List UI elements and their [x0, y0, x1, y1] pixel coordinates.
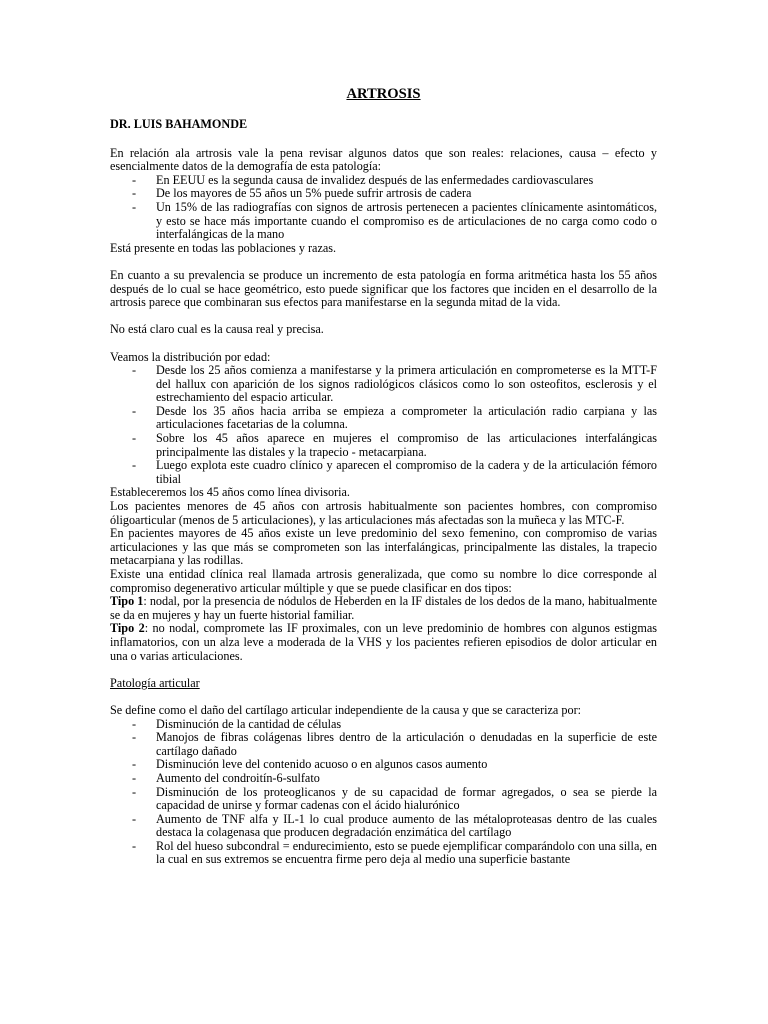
list-item [110, 432, 657, 459]
paragraph-presente: Está presente en todas las poblaciones y razas. [110, 240, 337, 255]
list-item [110, 364, 657, 405]
tipo-1-label: Tipo 1 [110, 594, 144, 609]
intro-list [110, 174, 657, 242]
paragraph-prevalencia: En cuanto a su prevalencia se produce un incremento de esta patología en forma aritmética hasta los 55 años después de lo cual se hace geométrico, esto puede significar que los factores que inciden en el desarrollo de la artrosis parece que combinaran sus efectos para manifestarse en la segunda mitad de la vida. [110, 267, 657, 310]
dash-bullet: - [132, 186, 137, 201]
list-item-text: Desde los 25 años comienza a manifestarse y la primera articulación en comprometerse es la MTT-F del hallux con aparición de los signos radiológicos clásicos como lo son osteofitos, esclerosis y el estrechamiento del espacio articular. [156, 363, 657, 405]
dash-bullet: - [132, 199, 137, 214]
tipo-2-label: Tipo 2 [110, 621, 145, 636]
dash-bullet: - [132, 458, 137, 473]
list-item-text: Disminución de la cantidad de células [156, 716, 342, 731]
dash-bullet: - [132, 431, 137, 446]
paragraph-mayores: En pacientes mayores de 45 años existe un leve predominio del sexo femenino, con compromiso de varias articulaciones y las que más se comprometen son las interfalángicas, principalmente las distales, la trapecio metacarpiana y las rodillas. [110, 526, 657, 568]
age-distribution-list [110, 364, 657, 486]
list-item [110, 758, 657, 772]
list-item [110, 187, 657, 201]
patologia-list [110, 718, 657, 868]
list-item-text: De los mayores de 55 años un 5% puede sufrir artrosis de cadera [156, 186, 472, 201]
list-item-text: En EEUU es la segunda causa de invalidez después de las enfermedades cardiovasculares [156, 172, 594, 187]
list-item [110, 813, 657, 840]
tipo-2-text: : no nodal, compromete las IF proximales, con un leve predominio de hombres con algunos estigmas inflamatorios, con un alza leve a moderada de la VHS y los pacientes refieren episodios de dolor articular en una o varias articulaciones. [110, 621, 658, 663]
list-item [110, 840, 657, 867]
dash-bullet: - [132, 403, 137, 418]
list-item-text: Un 15% de las radiografías con signos de artrosis pertenecen a pacientes clínicamente asintomáticos, y esto se hace más importante cuando el compromiso es de articulaciones de no carga como codo o interfalángicas de la mano [156, 199, 657, 242]
paragraph-define: Se define como el daño del cartílago articular independiente de la causa y que se caracteriza por: [110, 702, 582, 717]
list-item-text: Desde los 35 años hacia arriba se empieza a comprometer la articulación radio carpiana y las articulaciones facetarias de la columna. [156, 403, 657, 432]
list-item [110, 459, 657, 486]
list-item-text: Disminución leve del contenido acuoso o en algunos casos aumento [156, 757, 488, 772]
list-item [110, 718, 657, 732]
dash-bullet: - [132, 730, 137, 745]
author-name: DR. LUIS BAHAMONDE [110, 117, 248, 131]
tipo-1-text: : nodal, por la presencia de nódulos de Heberden en la IF distales de los dedos de la mano, habitualmente se da en mujeres y hay un fuerte historial familiar. [110, 594, 657, 622]
list-item [110, 731, 657, 758]
list-item-text: Disminución de los proteoglicanos y de su capacidad de formar agregados, o sea se pierde la capacidad de unirse y formar cadenas con el ácido hialurónico [156, 784, 657, 813]
document-body [110, 86, 657, 867]
paragraph-menores: Los pacientes menores de 45 años con artrosis habitualmente son pacientes hombres, con compromiso óligoarticular (menos de 5 articulaciones), y las articulaciones más afectadas son la muñeca y las MTC-F. [110, 499, 657, 527]
dash-bullet: - [132, 784, 137, 799]
paragraph-veamos: Veamos la distribución por edad: [110, 349, 271, 364]
dash-bullet: - [132, 770, 137, 785]
paragraph-tipo-2 [110, 622, 657, 663]
dash-bullet: - [132, 757, 137, 772]
paragraph-tipo-1 [110, 595, 657, 622]
dash-bullet: - [132, 716, 137, 731]
section-heading: Patología articular [110, 675, 200, 690]
list-item-text: Rol del hueso subcondral = endurecimiento, esto se puede ejemplificar comparándolo con una silla, en la cual en sus extremos se encuentra firme pero deja al medio una superficie bastante [156, 838, 657, 867]
paragraph-estableceremos: Estableceremos los 45 años como línea divisoria. [110, 485, 350, 500]
list-item [110, 786, 657, 813]
list-item-text: Luego explota este cuadro clínico y aparecen el compromiso de la cadera y de la articulación fémoro tibial [156, 458, 657, 486]
list-item [110, 174, 657, 188]
intro-paragraph: En relación ala artrosis vale la pena revisar algunos datos que son reales: relaciones, causa – efecto y esencialmente datos de la demografía de esta patología: [110, 145, 657, 174]
list-item [110, 772, 657, 786]
paragraph-entidad: Existe una entidad clínica real llamada artrosis generalizada, que como su nombre lo dice corresponde al compromiso degenerativo articular múltiple y que se puede clasificar en dos tipos: [110, 567, 657, 595]
dash-bullet: - [132, 811, 137, 826]
dash-bullet: - [132, 172, 137, 187]
dash-bullet: - [132, 838, 137, 853]
list-item [110, 201, 657, 242]
dash-bullet: - [132, 363, 137, 378]
list-item-text: Manojos de fibras colágenas libres dentro de la articulación o denudadas en la superficie de este cartílago dañado [156, 730, 657, 758]
list-item-text: Aumento de TNF alfa y IL-1 lo cual produce aumento de las métaloproteasas dentro de las cuales destaca la colagenasa que producen degradación enzimática del cartílago [156, 811, 657, 840]
list-item-text: Sobre los 45 años aparece en mujeres el compromiso de las articulaciones interfalángicas principalmente las distales y la trapecio - metacarpiana. [156, 431, 657, 459]
list-item-text: Aumento del condroitín-6-sulfato [156, 770, 320, 785]
document-title: ARTROSIS [346, 86, 421, 102]
list-item [110, 405, 657, 432]
paragraph-causa: No está claro cual es la causa real y precisa. [110, 322, 324, 337]
